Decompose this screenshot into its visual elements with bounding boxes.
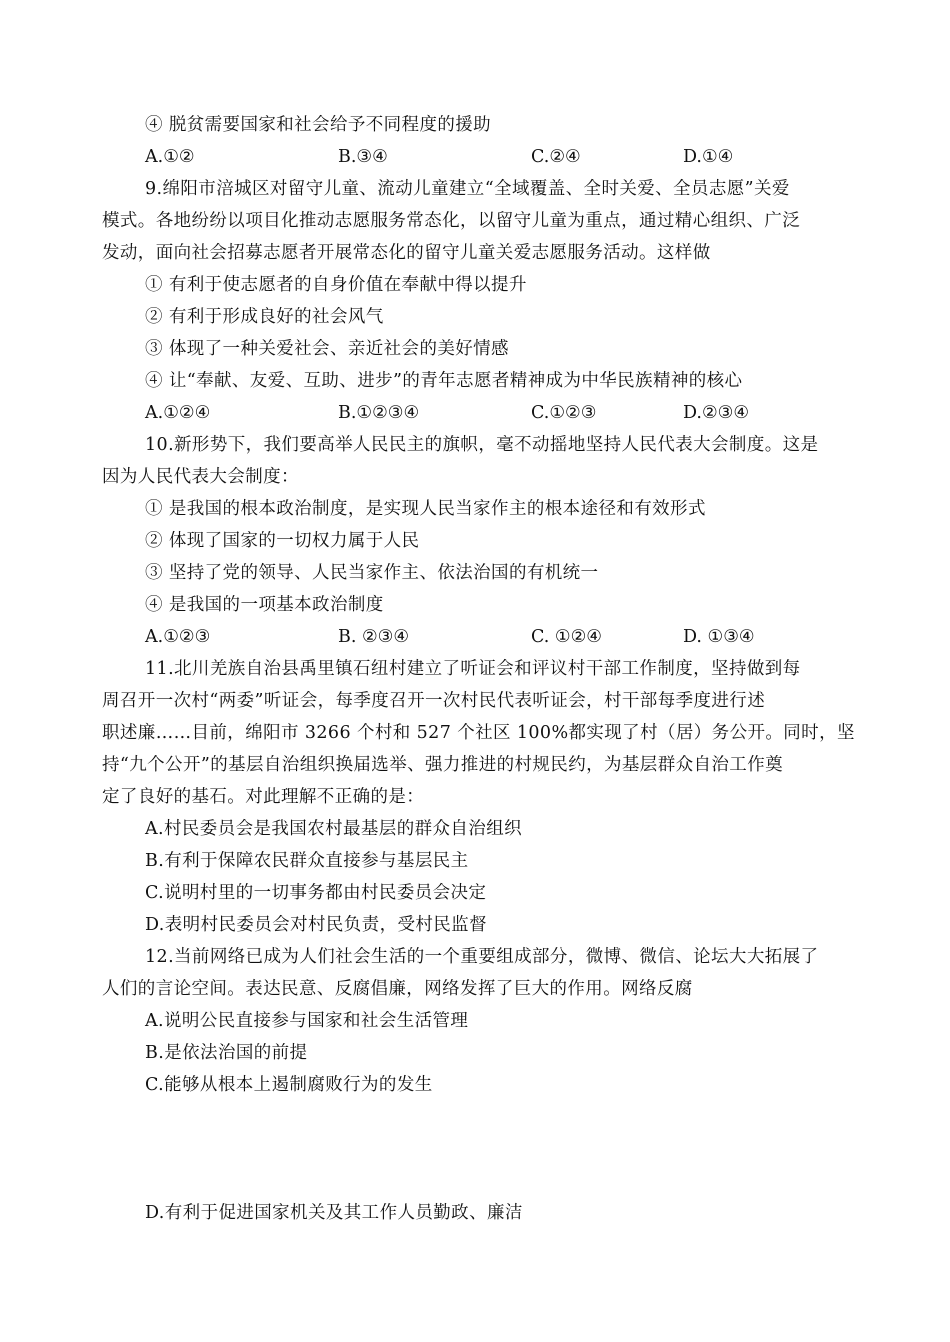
q11-stem-line: 定了良好的基石。对此理解不正确的是：	[102, 787, 425, 807]
q9-stem-line: 9.绵阳市涪城区对留守儿童、流动儿童建立“全域覆盖、全时关爱、全员志愿”关爱	[145, 179, 790, 199]
q12-stem-line: 人们的言论空间。表达民意、反腐倡廉，网络发挥了巨大的作用。网络反腐	[102, 979, 693, 999]
q9-item: ② 有利于形成良好的社会风气	[145, 307, 384, 327]
q10-option-a: A.①②③	[145, 627, 211, 647]
q10-stem-line: 10.新形势下，我们要高举人民民主的旗帜，毫不动摇地坚持人民代表大会制度。这是	[145, 435, 819, 455]
q9-item: ③ 体现了一种关爱社会、亲近社会的美好情感	[145, 339, 509, 359]
q9-option-c: C.①②③	[531, 403, 597, 423]
q8-option-c: C.②④	[531, 147, 581, 167]
q9-option-b: B.①②③④	[338, 403, 420, 423]
q12-option-a: A.说明公民直接参与国家和社会生活管理	[145, 1011, 469, 1031]
q11-stem-line: 持“九个公开”的基层自治组织换届选举、强力推进的村规民约，为基层群众自治工作奠	[102, 755, 783, 775]
q10-option-b: B. ②③④	[338, 627, 410, 647]
q9-stem-line: 模式。各地纷纷以项目化推动志愿服务常态化，以留守儿童为重点，通过精心组织、广泛	[102, 211, 801, 231]
q9-stem-line: 发动，面向社会招募志愿者开展常态化的留守儿童关爱志愿服务活动。这样做	[102, 243, 711, 263]
q8-option-b: B.③④	[338, 147, 388, 167]
q8-option-d: D.①④	[683, 147, 734, 167]
q11-option-b: B.有利于保障农民群众直接参与基层民主	[145, 851, 469, 871]
q11-option-d: D.表明村民委员会对村民负责，受村民监督	[145, 915, 487, 935]
q10-item: ② 体现了国家的一切权力属于人民	[145, 531, 420, 551]
q10-item: ① 是我国的根本政治制度，是实现人民当家作主的根本途径和有效形式	[145, 499, 706, 519]
q12-stem-line: 12.当前网络已成为人们社会生活的一个重要组成部分，微博、微信、论坛大大拓展了	[145, 947, 819, 967]
q11-stem-line: 周召开一次村“两委”听证会，每季度召开一次村民代表听证会，村干部每季度进行述	[102, 691, 766, 711]
q11-stem-line: 职述廉……目前，绵阳市 3266 个村和 527 个社区 100%都实现了村（居）务公开。同时，坚	[102, 723, 855, 743]
q9-item: ④ 让“奉献、友爱、互助、进步”的青年志愿者精神成为中华民族精神的核心	[145, 371, 743, 391]
q12-option-d: D.有利于促进国家机关及其工作人员勤政、廉洁	[145, 1203, 523, 1223]
q10-options	[145, 626, 865, 648]
q9-item: ① 有利于使志愿者的自身价值在奉献中得以提升	[145, 275, 527, 295]
q9-option-a: A.①②④	[145, 403, 211, 423]
q11-stem-line: 11.北川羌族自治县禹里镇石纽村建立了听证会和评议村干部工作制度，坚持做到每	[145, 659, 801, 679]
q10-item: ④ 是我国的一项基本政治制度	[145, 595, 384, 615]
q9-option-d: D.②③④	[683, 403, 750, 423]
q12-option-b: B.是依法治国的前提	[145, 1043, 308, 1063]
q10-option-c: C. ①②④	[531, 627, 602, 647]
q8-option-a: A.①②	[145, 147, 195, 167]
q9-options	[145, 402, 865, 424]
q8-options	[145, 146, 865, 168]
q11-option-c: C.说明村里的一切事务都由村民委员会决定	[145, 883, 487, 903]
q12-option-c: C.能够从根本上遏制腐败行为的发生	[145, 1075, 433, 1095]
q8-item-4: ④ 脱贫需要国家和社会给予不同程度的援助	[145, 115, 492, 135]
q11-option-a: A.村民委员会是我国农村最基层的群众自治组织	[145, 819, 522, 839]
q10-option-d: D. ①③④	[683, 627, 755, 647]
q10-stem-line: 因为人民代表大会制度：	[102, 467, 299, 487]
q10-item: ③ 坚持了党的领导、人民当家作主、依法治国的有机统一	[145, 563, 599, 583]
